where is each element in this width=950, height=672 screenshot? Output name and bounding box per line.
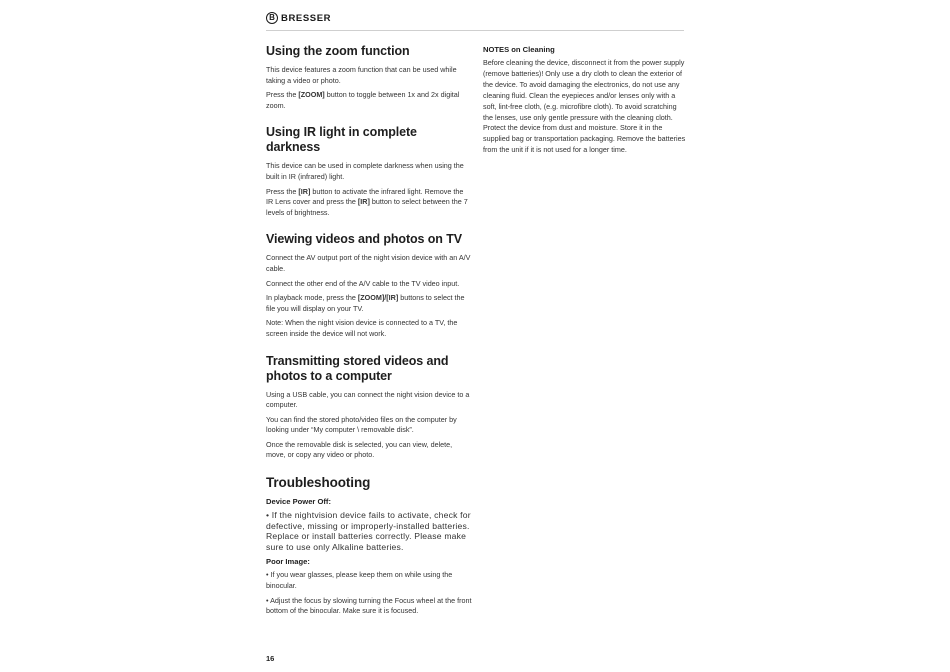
zoom-heading: Using the zoom function (266, 44, 410, 58)
ir-key: [IR] (357, 197, 370, 207)
page-number: 16 (266, 654, 275, 663)
power-off-text: • If the nightvision device fails to activate, check for defective, missing or improperly-installed batteries. Replace or install batteries correctly. Please make sure to use only Alkaline batteries. (266, 510, 471, 552)
zoom-paragraph-2: Press the [ZOOM] button to toggle between 1x and 2x digital zoom. (266, 90, 460, 110)
tv-note: Note: When the night vision device is connected to a TV, the screen inside the device will not work. (266, 318, 458, 338)
poor-image-text-1: • If you wear glasses, please keep them on while using the binocular. (266, 570, 453, 591)
ir-heading: Using IR light in complete darkness (266, 125, 417, 155)
right-column (483, 44, 688, 156)
cleaning-notes-heading: NOTES on Cleaning (483, 45, 555, 54)
ir-section (266, 125, 472, 218)
ir-paragraph-1: This device can be used in complete darkness when using the built in IR (infrared) light. (266, 161, 464, 181)
zoom-paragraph-1: This device features a zoom function that can be used while taking a video or photo. (266, 65, 457, 85)
tv-paragraph-3: In playback mode, press the [ZOOM]/[IR] buttons to select the file you will display on your TV. (266, 293, 465, 313)
transfer-paragraph-2: You can find the stored photo/video files on the computer by looking under “My computer \ removable disk”. (266, 414, 457, 435)
ir-key: [IR] (298, 186, 311, 196)
transfer-paragraph-3: Once the removable disk is selected, you can view, delete, move, or copy any video or photo. (266, 439, 453, 460)
transfer-heading: Transmitting stored videos and photos to a computer (266, 353, 449, 383)
bresser-logo-icon: B (266, 12, 278, 24)
poor-image-heading: Poor Image: (266, 557, 310, 567)
ir-paragraph-2: Press the [IR] button to activate the infrared light. Remove the IR Lens cover and press the [IR] button to select between the 7 levels of brightness. (266, 186, 468, 217)
transfer-section (266, 354, 472, 462)
zoom-ir-keys: [ZOOM]/[IR] (357, 293, 399, 303)
left-column (266, 44, 472, 631)
header-divider (266, 30, 684, 31)
zoom-key: [ZOOM] (298, 90, 325, 100)
troubleshooting-section (266, 475, 472, 617)
poor-image-text-2: • Adjust the focus by slowing turning the Focus wheel at the front bottom of the binocular. Make sure it is focused. (266, 595, 472, 616)
tv-paragraph-1: Connect the AV output port of the night vision device with an A/V cable. (266, 253, 471, 273)
zoom-section (266, 44, 472, 111)
brand-name: BRESSER (281, 12, 332, 24)
cleaning-notes-text: Before cleaning the device, disconnect it from the power supply (remove batteries)! Only use a dry cloth to clean the exterior of the device. To avoid damaging the electronics, do not use any cleaning fluid. Clean the eyepieces and/or lenses only with a soft, lint-free cloth, (e.g. microfibre cloth). To avoid scratching the lenses, use only gentle pressure with the cleaning cloth. Protect the device from dust and moisture. Store it in the supplied bag or transportation packaging. Remove the batteries from the unit if it is not used for a longer time. (483, 58, 686, 155)
transfer-paragraph-1: Using a USB cable, you can connect the night vision device to a computer. (266, 389, 470, 410)
header (266, 12, 331, 24)
tv-paragraph-2: Connect the other end of the A/V cable to the TV video input. (266, 278, 460, 288)
power-off-heading: Device Power Off: (266, 497, 331, 507)
troubleshooting-heading: Troubleshooting (266, 475, 371, 491)
tv-heading: Viewing videos and photos on TV (266, 232, 462, 247)
tv-section (266, 232, 472, 339)
